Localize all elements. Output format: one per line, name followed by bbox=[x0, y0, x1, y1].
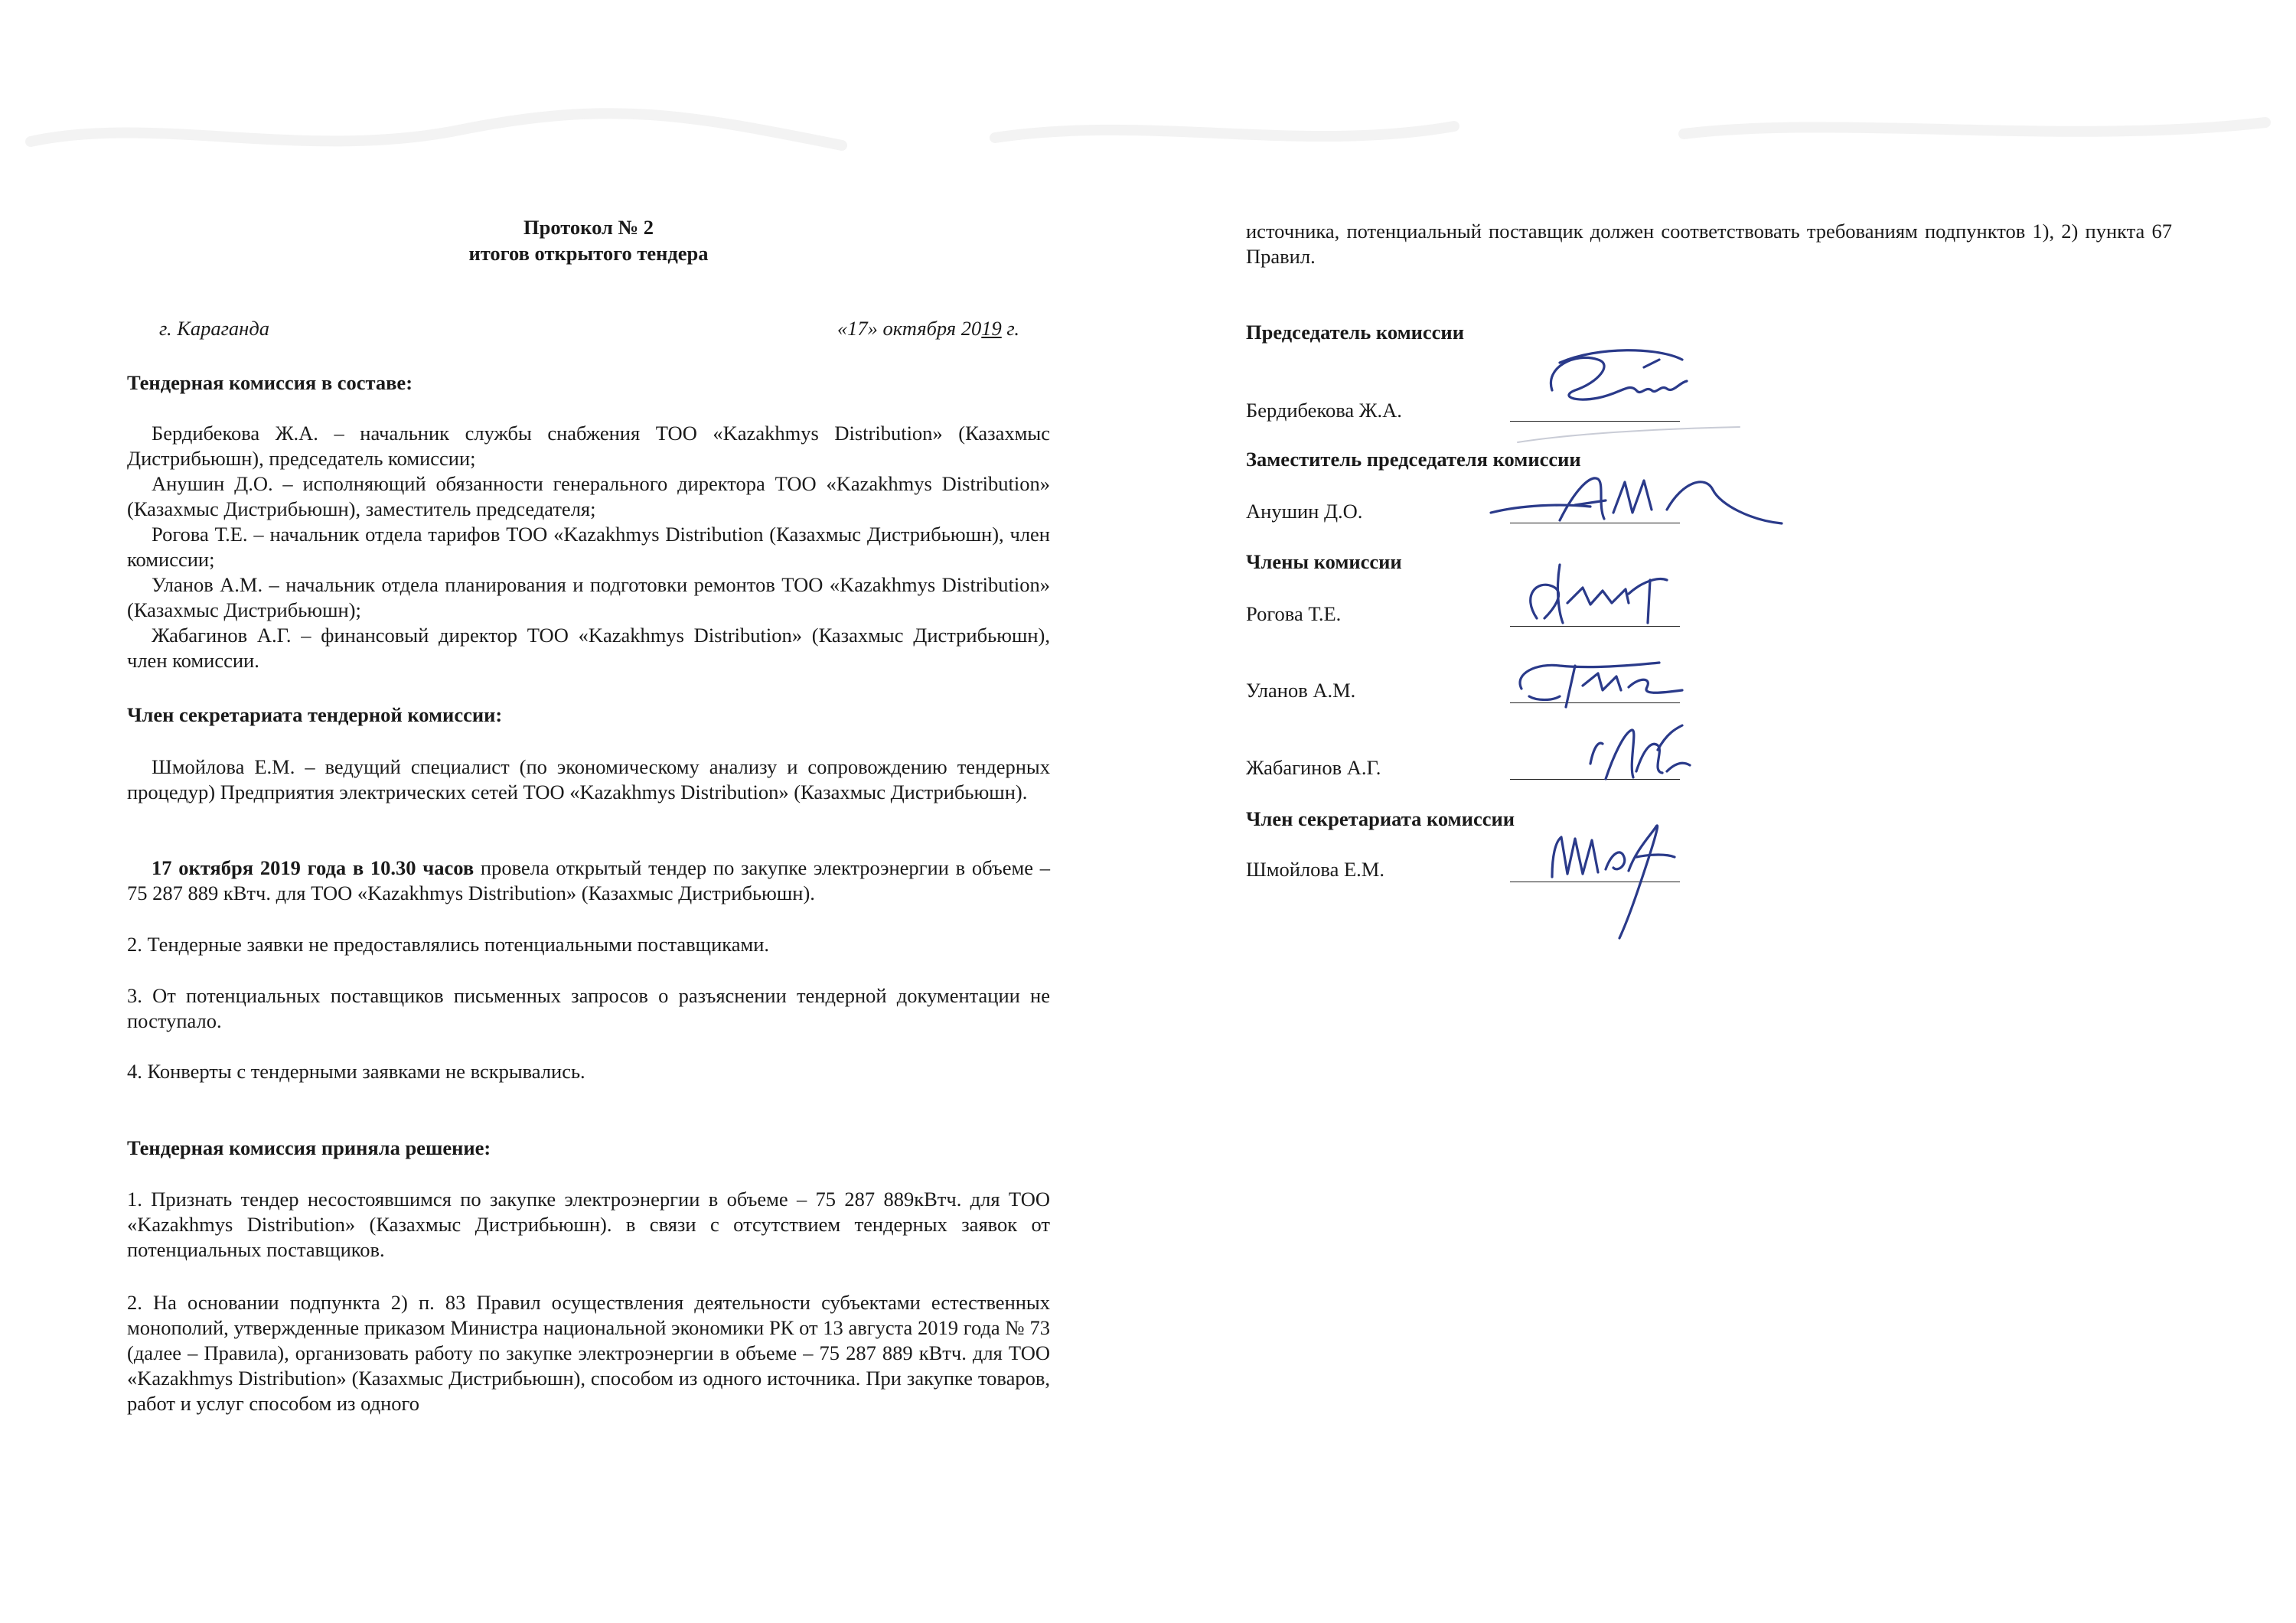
chairman-name: Бердибекова Ж.А. bbox=[1246, 399, 1402, 422]
member-paragraph: Уланов А.М. – начальник отдела планирования и подготовки ремонтов ТОО «Kazakhmys Distribution» (Казахмыс Дистрибьюшн); bbox=[127, 573, 1050, 621]
item-1-datetime: 17 октября 2019 года в 10.30 часов bbox=[152, 856, 475, 879]
deputy-name: Анушин Д.О. bbox=[1246, 500, 1363, 523]
member1-signature bbox=[1514, 549, 1698, 634]
member-paragraph: Жабагинов А.Г. – финансовый директор ТОО «Kazakhmys Distribution» (Казахмыс Дистрибьюшн), член комиссии. bbox=[127, 624, 1050, 672]
secretariat-text-block bbox=[127, 754, 1050, 805]
member3-signature bbox=[1567, 710, 1720, 794]
item-3: 3. От потенциальных поставщиков письменных запросов о разъяснении тендерной документации не поступало. bbox=[127, 984, 1050, 1032]
member2-name: Уланов А.М. bbox=[1246, 679, 1356, 702]
member3-name: Жабагинов А.Г. bbox=[1246, 756, 1381, 779]
chairman-heading: Председатель комиссии bbox=[1246, 321, 1464, 344]
decision-2: 2. На основании подпункта 2) п. 83 Правил осуществления деятельности субъектами естественных монополий, утвержденные приказом Министра национальной экономики РК от 13 августа 2019 года № 73 (далее – Правила), организовать работу по закупке электроэнергии в объеме – 75 287 889 кВтч. для ТОО «Kazakhmys Distribution» (Казахмыс Дистрибьюшн), способом из одного источника. При закупке товаров, работ и услуг способом из одного bbox=[127, 1291, 1050, 1415]
member2-signature bbox=[1506, 643, 1705, 719]
item-1-text: провела открытый тендер по закупке электроэнергии в объеме – 75 287 889 кВтч. для ТОО «Kazakhmys Distribution» (Казахмыс Дистрибьюшн). bbox=[127, 856, 1050, 904]
deputy-heading: Заместитель председателя комиссии bbox=[1246, 448, 1581, 471]
members-heading: Члены комиссии bbox=[1246, 550, 1402, 573]
city: г. Караганда bbox=[159, 317, 269, 340]
member-paragraph: Рогова Т.Е. – начальник отдела тарифов ТОО «Kazakhmys Distribution (Казахмыс Дистрибьюшн), член комиссии; bbox=[127, 523, 1050, 571]
secretariat-heading: Член секретариата тендерной комиссии: bbox=[127, 703, 503, 726]
decision-1: 1. Признать тендер несостоявшимся по закупке электроэнергии в объеме – 75 287 889кВтч. для ТОО «Kazakhmys Distribution» (Казахмыс Дистрибьюшн). в связи с отсутствием тендерных заявок от потенциальных поставщиков. bbox=[127, 1188, 1050, 1261]
decision-heading: Тендерная комиссия приняла решение: bbox=[127, 1136, 491, 1159]
item-1 bbox=[127, 855, 1050, 906]
member-paragraph: Бердибекова Ж.А. – начальник службы снабжения ТОО «Kazakhmys Distribution» (Казахмыс Дистрибьюшн), председатель комиссии; bbox=[127, 422, 1050, 470]
commission-heading: Тендерная комиссия в составе: bbox=[127, 371, 413, 394]
document-title: Протокол № 2 bbox=[523, 216, 654, 239]
secretary-signature bbox=[1521, 803, 1705, 941]
deputy-signature bbox=[1476, 459, 1797, 543]
commission-members bbox=[127, 421, 1050, 673]
decision-2-continued: источника, потенциальный поставщик должен соответствовать требованиям подпунктов 1), 2) пункта 67 Правил. bbox=[1246, 220, 2172, 268]
member-paragraph: Анушин Д.О. – исполняющий обязанности генерального директора ТОО «Kazakhmys Distribution» (Казахмыс Дистрибьюшн), заместитель председателя; bbox=[127, 472, 1050, 520]
item-4: 4. Конверты с тендерными заявками не вскрывались. bbox=[127, 1060, 585, 1083]
item-2: 2. Тендерные заявки не предоставлялись потенциальными поставщиками. bbox=[127, 933, 770, 956]
secretary-heading: Член секретариата комиссии bbox=[1246, 807, 1515, 830]
document-title-block bbox=[127, 214, 1050, 266]
scan-bleed-through bbox=[0, 0, 2296, 199]
secretariat-text: Шмойлова Е.М. – ведущий специалист (по экономическому анализу и сопровождению тендерных процедур) Предприятия электрических сетей ТОО «Kazakhmys Distribution» (Казахмыс Дистрибьюшн). bbox=[127, 755, 1050, 803]
member1-name: Рогова Т.Е. bbox=[1246, 602, 1342, 625]
faint-pen-stroke bbox=[1514, 419, 1743, 450]
document-subtitle: итогов открытого тендера bbox=[468, 242, 709, 265]
document-date: «17» октября 2019 г. bbox=[837, 317, 1019, 340]
secretary-name: Шмойлова Е.М. bbox=[1246, 858, 1384, 881]
chairman-signature bbox=[1529, 337, 1713, 421]
